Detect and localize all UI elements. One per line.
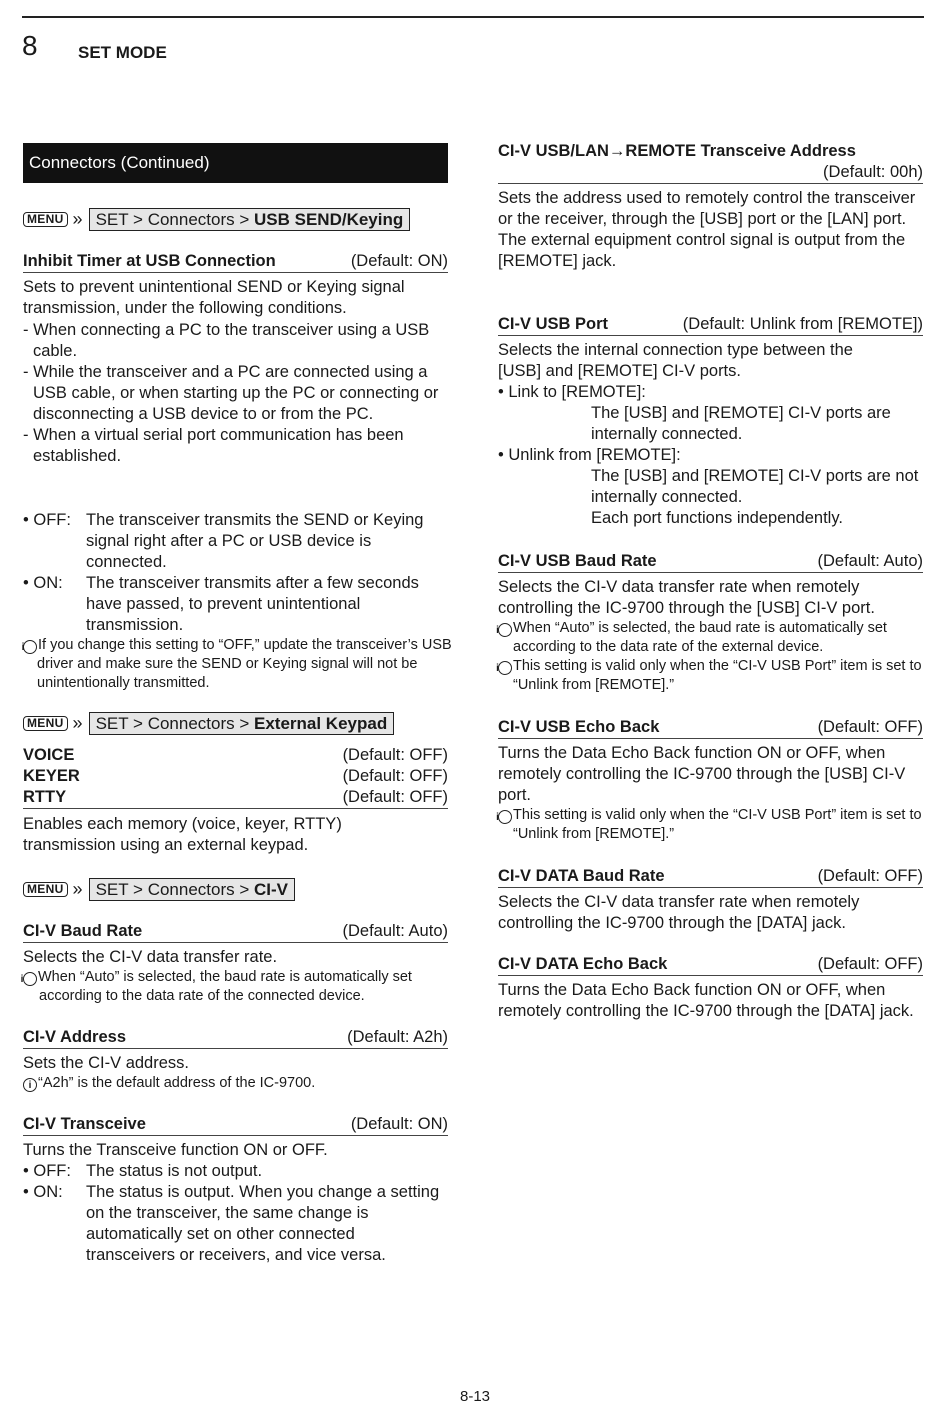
- setting-default: (Default: Unlink from [REMOTE]): [682, 315, 923, 333]
- menu-path-box: [89, 878, 295, 901]
- setting-title: CI-V USB Port: [498, 315, 609, 333]
- setting-default: (Default: ON): [350, 252, 448, 270]
- setting-heading-civ-transceive: [23, 1114, 448, 1136]
- condition-item: - When connecting a PC to the transceiver using a USB cable.: [23, 321, 430, 360]
- option-text: The transceiver transmits after a few seconds have passed, to prevent unintentional transmission.: [86, 574, 419, 634]
- setting-description: [23, 1140, 448, 1266]
- setting-title: CI-V Address: [23, 1028, 126, 1046]
- setting-title: KEYER: [23, 767, 80, 785]
- path-item: CI-V: [254, 880, 288, 899]
- condition-item: - While the transceiver and a PC are connected using a USB cable, or when starting up the PC or connecting or disconnecting a USB device to or from the PC.: [23, 363, 439, 423]
- setting-description: [498, 188, 923, 272]
- note-text: This setting is valid only when the “CI-V USB Port” item is set to “Unlink from [REMOTE].”: [513, 807, 922, 842]
- section-banner: Connectors (Continued): [23, 143, 448, 183]
- path-arrow: »: [72, 209, 83, 229]
- note: [498, 806, 938, 844]
- option-key: • Link to [REMOTE]:: [498, 383, 646, 401]
- path-arrow: »: [72, 879, 83, 899]
- chapter-number: 8: [22, 30, 38, 61]
- option-text: The [USB] and [REMOTE] CI-V ports are not internally connected.: [591, 467, 919, 506]
- path-arrow: »: [72, 713, 83, 733]
- setting-heading-usb-baud: [498, 551, 923, 573]
- note: [23, 1074, 448, 1093]
- path-prefix: SET > Connectors >: [95, 714, 254, 733]
- condition-item: - When a virtual serial port communication has been established.: [23, 426, 404, 465]
- option-text: Each port functions independently.: [591, 509, 843, 527]
- note-text: When “Auto” is selected, the baud rate is automatically set according to the data rate of the connected device.: [38, 969, 412, 1004]
- note-text: If you change this setting to “OFF,” update the transceiver’s USB driver and make sure the SEND or Keying signal will not be unintentionally transmitted.: [37, 637, 452, 691]
- setting-default: (Default: OFF): [817, 955, 923, 973]
- setting-description: Turns the Data Echo Back function ON or OFF, when remotely controlling the IC-9700 through the [USB] CI-V port.: [498, 744, 906, 804]
- note-text: When “Auto” is selected, the baud rate is automatically set according to the data rate of the external device.: [513, 620, 887, 655]
- note-item: [496, 657, 938, 695]
- option-text: The [USB] and [REMOTE] CI-V ports are internally connected.: [591, 404, 891, 443]
- note-text: “A2h” is the default address of the IC-9700.: [38, 1075, 316, 1091]
- setting-heading-remote-address: [498, 141, 923, 184]
- menu-key-icon: MENU: [23, 212, 68, 227]
- setting-description: [23, 277, 453, 319]
- menu-path-box: [89, 712, 395, 735]
- note: [20, 968, 464, 1006]
- setting-description: Selects the CI-V data transfer rate when remotely controlling the IC-9700 through the [DATA] jack.: [498, 893, 860, 932]
- setting-default: (Default: 00h): [823, 163, 923, 181]
- note-text: This setting is valid only when the “CI-V USB Port” item is set to “Unlink from [REMOTE].”: [513, 658, 922, 693]
- menu-key-icon: MENU: [23, 882, 68, 897]
- menu-path-box: [89, 208, 411, 231]
- setting-title: CI-V DATA Baud Rate: [498, 867, 665, 885]
- option-key: • OFF:: [23, 1162, 71, 1180]
- setting-heading-data-echo: [498, 954, 923, 976]
- setting-default: (Default: OFF): [342, 767, 448, 785]
- option-text: The status is not output.: [86, 1162, 263, 1180]
- page-number: 8-13: [459, 1388, 491, 1405]
- menu-key-icon: MENU: [23, 716, 68, 731]
- setting-default: (Default: OFF): [817, 867, 923, 885]
- menu-path-usb-send: [23, 208, 410, 231]
- info-icon: i: [498, 623, 512, 637]
- note: [23, 636, 457, 693]
- setting-heading-civ-baud: [23, 921, 448, 943]
- option-key: • ON:: [23, 1183, 63, 1201]
- note-item: [496, 619, 938, 657]
- setting-heading-keypad: [23, 745, 448, 809]
- option-item: [23, 1161, 448, 1182]
- option-text: The status is output. When you change a setting on the transceiver, the same change is automatically set on other connected transceivers or receivers, and vice versa.: [86, 1183, 440, 1264]
- option-item: [23, 1182, 448, 1266]
- setting-heading-inhibit-timer: [23, 251, 448, 273]
- setting-description: Selects the CI-V data transfer rate.: [23, 948, 278, 966]
- option-list: [23, 510, 448, 636]
- keypad-row: [23, 745, 448, 766]
- description-line: Sets to prevent unintentional SEND or Keying signal: [23, 278, 405, 296]
- setting-default: (Default: Auto): [817, 552, 923, 570]
- setting-default: (Default: Auto): [342, 922, 448, 940]
- chapter-title: SET MODE: [78, 43, 167, 62]
- setting-heading-data-baud: [498, 866, 923, 888]
- info-icon: i: [23, 972, 37, 986]
- option-item: [23, 573, 448, 636]
- info-icon: i: [498, 810, 512, 824]
- path-prefix: SET > Connectors >: [95, 210, 254, 229]
- setting-default: (Default: OFF): [342, 746, 448, 764]
- setting-heading-usb-port: [498, 314, 923, 336]
- option-key: • OFF:: [23, 511, 71, 529]
- description-line: Turns the Transceive function ON or OFF.: [23, 1141, 328, 1159]
- path-item: External Keypad: [254, 714, 388, 733]
- option-key: • ON:: [23, 574, 63, 592]
- description-line: The external equipment control signal is output from the [REMOTE] jack.: [498, 231, 906, 270]
- setting-title: CI-V USB/LAN→REMOTE Transceive Address: [498, 142, 856, 160]
- setting-description: Turns the Data Echo Back function ON or OFF, when remotely controlling the IC-9700 through the [DATA] jack.: [498, 981, 914, 1020]
- note: [498, 619, 938, 695]
- setting-description: [498, 340, 919, 529]
- setting-default: (Default: OFF): [817, 718, 923, 736]
- info-icon: i: [23, 640, 37, 654]
- setting-title: CI-V Baud Rate: [23, 922, 143, 940]
- info-icon: i: [23, 1078, 37, 1092]
- keypad-row: [23, 787, 448, 808]
- setting-title: CI-V USB Baud Rate: [498, 552, 657, 570]
- setting-description: Selects the CI-V data transfer rate when remotely controlling the IC-9700 through the [USB] CI-V port.: [498, 578, 875, 617]
- option-item: [23, 510, 448, 573]
- setting-default: (Default: OFF): [342, 788, 448, 806]
- setting-title: CI-V USB Echo Back: [498, 718, 660, 736]
- setting-heading-civ-address: [23, 1027, 448, 1049]
- menu-path-civ: [23, 878, 295, 901]
- path-prefix: SET > Connectors >: [95, 880, 254, 899]
- keypad-row: [23, 766, 448, 787]
- setting-title: CI-V DATA Echo Back: [498, 955, 668, 973]
- setting-title: VOICE: [23, 746, 75, 764]
- path-item: USB SEND/Keying: [254, 210, 404, 229]
- condition-list: [23, 320, 458, 467]
- setting-title: Inhibit Timer at USB Connection: [23, 252, 276, 270]
- setting-title: CI-V Transceive: [23, 1115, 146, 1133]
- description-line: Selects the internal connection type between the [USB] and [REMOTE] CI-V ports.: [498, 341, 853, 380]
- description-line: Sets the address used to remotely control the transceiver or the receiver, through the [USB] port or the [LAN] port.: [498, 189, 916, 228]
- setting-description: Sets the CI-V address.: [23, 1054, 189, 1072]
- setting-default: (Default: A2h): [347, 1028, 448, 1046]
- setting-default: (Default: ON): [350, 1115, 448, 1133]
- info-icon: i: [498, 661, 512, 675]
- menu-path-external-keypad: [23, 712, 394, 735]
- option-text: The transceiver transmits the SEND or Keying signal right after a PC or USB device is connected.: [86, 511, 424, 571]
- description-line: transmission, under the following conditions.: [23, 299, 347, 317]
- setting-title: RTTY: [23, 788, 67, 806]
- header-rule: [22, 16, 924, 18]
- option-key: • Unlink from [REMOTE]:: [498, 446, 681, 464]
- setting-heading-usb-echo: [498, 717, 923, 739]
- setting-description: Enables each memory (voice, keyer, RTTY) transmission using an external keypad.: [23, 815, 342, 854]
